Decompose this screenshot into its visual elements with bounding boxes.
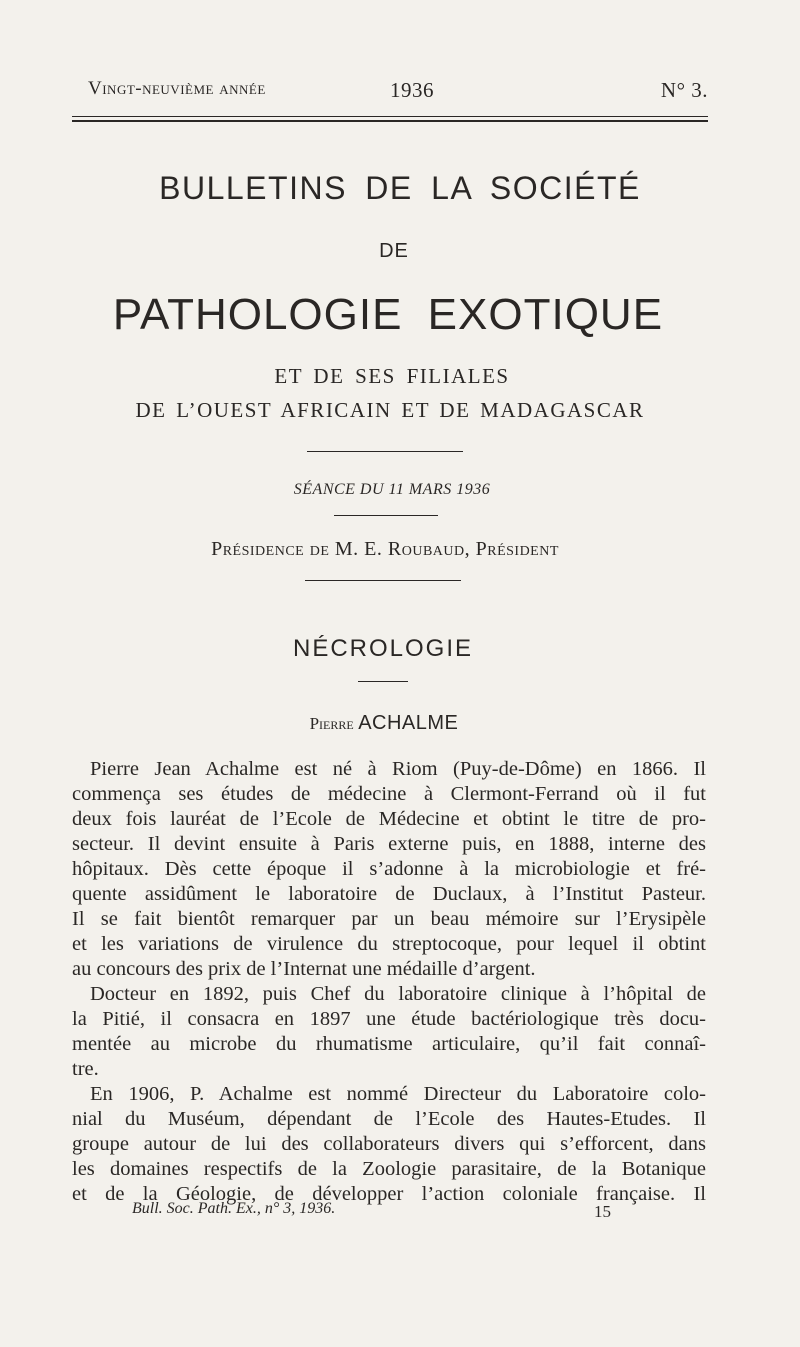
issue-year: 1936 — [390, 78, 434, 102]
text-line: quente assidûment le laboratoire de Duclaux, à l’Institut Pasteur. — [72, 883, 706, 905]
journal-subtitle-line-2: DE L’OUEST AFRICAIN ET DE MADAGASCAR — [135, 398, 645, 422]
text-line: tre. — [72, 1058, 99, 1080]
running-head — [88, 78, 708, 108]
volume-year: Vingt-neuvième année — [88, 78, 266, 99]
page-number: 15 — [594, 1202, 611, 1221]
journal-title-line-1: BULLETINS DE LA SOCIÉTÉ — [159, 170, 641, 206]
text-line: au concours des prix de l’Internat une médaille d’argent. — [72, 958, 536, 980]
text-line: Il se fait bientôt remarquer par un beau mémoire sur l’Erysipèle — [72, 908, 706, 930]
obituary-body — [72, 757, 706, 1207]
presidency-line: Présidence de M. E. Roubaud, Président — [211, 538, 559, 560]
text-line: et de la Géologie, de développer l’action coloniale française. Il — [72, 1183, 706, 1205]
text-line: commença ses études de médecine à Clermont-Ferrand où il fut — [72, 783, 706, 805]
journal-title-main: PATHOLOGIE EXOTIQUE — [112, 290, 664, 339]
text-line: hôpitaux. Dès cette époque il s’adonne à la microbiologie et fré- — [72, 858, 706, 880]
text-line: secteur. Il devint ensuite à Paris externe puis, en 1888, interne des — [72, 833, 706, 855]
section-heading: NÉCROLOGIE — [292, 635, 474, 662]
text-line: Pierre Jean Achalme est né à Riom (Puy-de-Dôme) en 1866. Il — [90, 758, 706, 780]
text-line: les domaines respectifs de la Zoologie parasitaire, de la Botanique — [72, 1158, 706, 1180]
text-line: groupe autour de lui des collaborateurs divers qui s’efforcent, dans — [72, 1133, 706, 1155]
journal-title-line-2: DE — [379, 240, 409, 262]
divider-rule-short — [358, 681, 408, 682]
footer-citation: Bull. Soc. Path. Ex., n° 3, 1936. — [132, 1200, 336, 1217]
text-line: mentée au microbe du rhumatisme articulaire, qu’il fait connaî- — [72, 1033, 706, 1055]
text-line: En 1906, P. Achalme est nommé Directeur du Laboratoire colo- — [90, 1083, 706, 1105]
journal-subtitle-line-1: ET DE SES FILIALES — [274, 364, 510, 388]
text-line: deux fois lauréat de l’Ecole de Médecine et obtint le titre de pro- — [72, 808, 706, 830]
text-line: la Pitié, il consacra en 1897 une étude bactériologique très docu- — [72, 1008, 706, 1030]
obituary-last-name: ACHALME — [358, 712, 459, 734]
text-line: et les variations de virulence du streptocoque, pour lequel il obtint — [72, 933, 706, 955]
obituary-first-name: Pierre — [309, 714, 354, 733]
text-line: nial du Muséum, dépendant de l’Ecole des Hautes-Etudes. Il — [72, 1108, 706, 1130]
obituary-name — [0, 712, 784, 735]
divider-rule — [305, 580, 461, 581]
text-line: Docteur en 1892, puis Chef du laboratoire clinique à l’hôpital de — [90, 983, 706, 1005]
divider-rule — [334, 515, 438, 516]
header-double-rule — [72, 116, 708, 122]
divider-rule — [307, 451, 463, 452]
page-footer — [132, 1200, 632, 1221]
issue-number: N° 3. — [660, 78, 708, 102]
session-date: SÉANCE DU 11 MARS 1936 — [293, 481, 491, 498]
